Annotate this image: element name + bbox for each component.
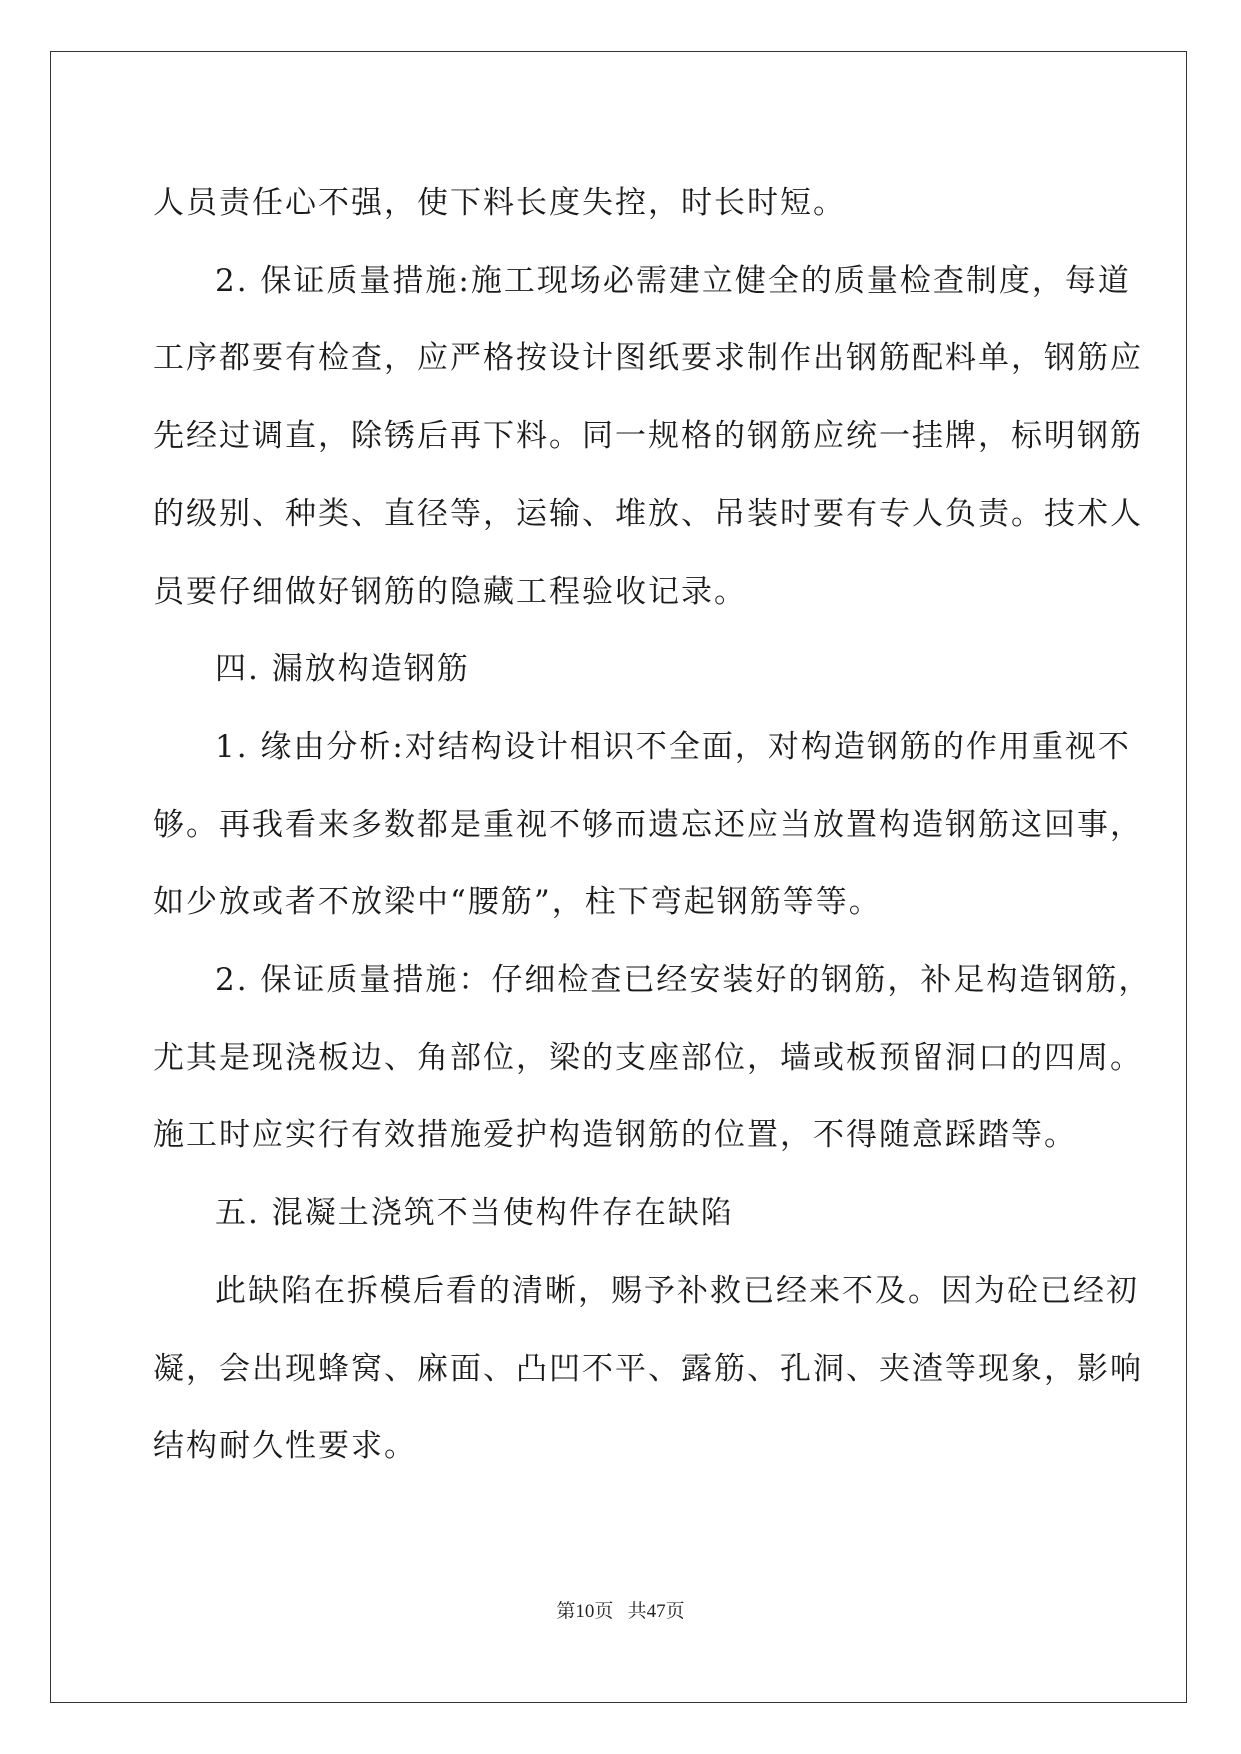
page-suffix: 页 bbox=[594, 1601, 614, 1622]
page-prefix: 第 bbox=[556, 1601, 576, 1622]
footer-spacer bbox=[613, 1601, 627, 1622]
body-line: 的级别、种类、直径等，运输、堆放、吊装时要有专人负责。技术人 bbox=[153, 495, 1143, 532]
body-line: 够。再我看来多数都是重视不够而遗忘还应当放置构造钢筋这回事， bbox=[153, 806, 1143, 843]
body-line: 工序都要有检查，应严格按设计图纸要求制作出钢筋配料单，钢筋应 bbox=[153, 340, 1143, 377]
page-number: 10 bbox=[575, 1601, 595, 1622]
document-body bbox=[153, 165, 1152, 1486]
body-line: 2. 保证质量措施：仔细检查已经安装好的钢筋，补足构造钢筋， bbox=[215, 962, 1152, 999]
body-line: 1. 缘由分析:对结构设计相识不全面，对构造钢筋的作用重视不 bbox=[215, 728, 1131, 765]
section-heading: 四. 漏放构造钢筋 bbox=[215, 651, 470, 688]
body-line: 员要仔细做好钢筋的隐藏工程验收记录。 bbox=[153, 573, 747, 610]
body-line: 尤其是现浇板边、角部位，梁的支座部位，墙或板预留洞口的四周。 bbox=[153, 1039, 1143, 1076]
body-line: 凝，会出现蜂窝、麻面、凸凹不平、露筋、孔洞、夹渣等现象，影响 bbox=[153, 1350, 1143, 1387]
body-line: 结构耐久性要求。 bbox=[153, 1428, 417, 1465]
body-line: 此缺陷在拆模后看的清晰，赐予补救已经来不及。因为砼已经初 bbox=[215, 1272, 1139, 1309]
section-heading: 五. 混凝土浇筑不当使构件存在缺陷 bbox=[215, 1195, 734, 1232]
total-suffix: 页 bbox=[665, 1601, 685, 1622]
body-line: 施工时应实行有效措施爱护构造钢筋的位置，不得随意踩踏等。 bbox=[153, 1117, 1077, 1154]
body-line: 2. 保证质量措施:施工现场必需建立健全的质量检查制度，每道 bbox=[215, 262, 1131, 299]
body-line: 如少放或者不放梁中“腰筋”，柱下弯起钢筋等等。 bbox=[153, 884, 882, 921]
page-footer bbox=[0, 1600, 1241, 1624]
body-line: 先经过调直，除锈后再下料。同一规格的钢筋应统一挂牌，标明钢筋 bbox=[153, 418, 1143, 455]
body-line: 人员责任心不强，使下料长度失控，时长时短。 bbox=[153, 185, 846, 221]
total-pages: 47 bbox=[646, 1601, 666, 1622]
total-prefix: 共 bbox=[627, 1601, 647, 1622]
